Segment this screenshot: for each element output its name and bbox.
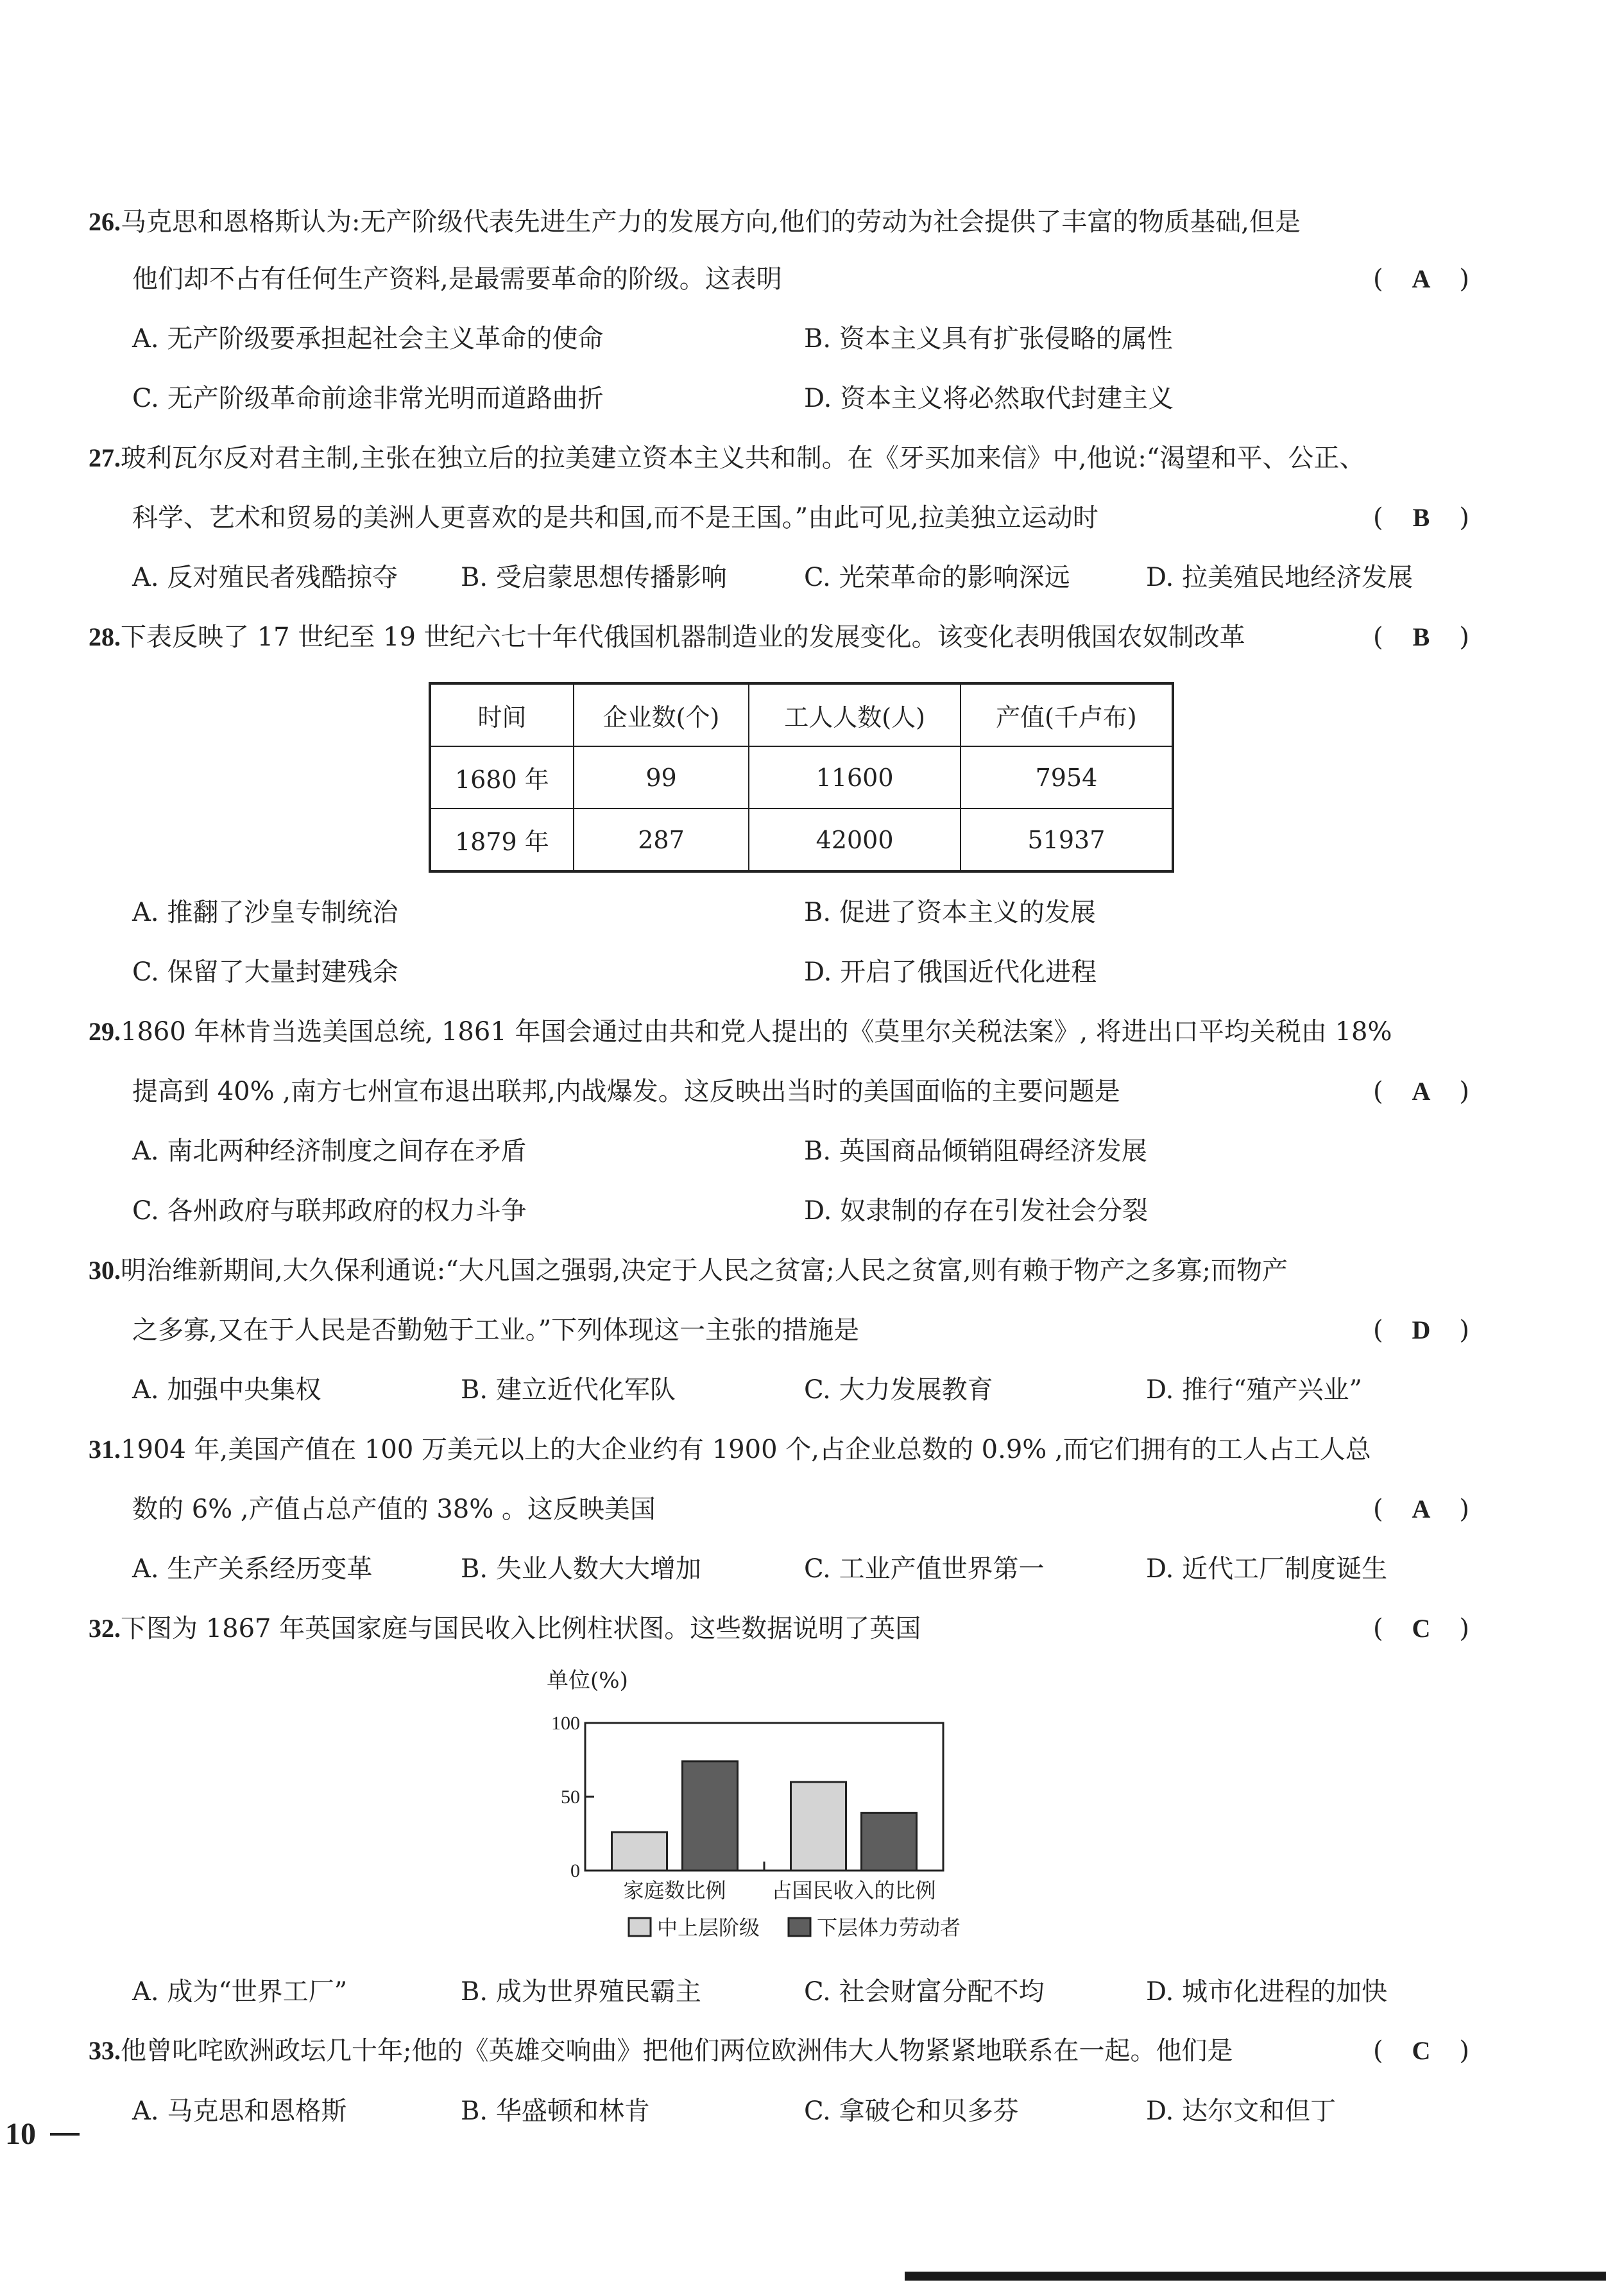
q28-option-c: C. 保留了大量封建残余 bbox=[132, 957, 398, 987]
table-cell: 51937 bbox=[961, 809, 1173, 871]
q27-option-d: D. 拉美殖民地经济发展 bbox=[1146, 563, 1414, 592]
q26-option-c: C. 无产阶级革命前途非常光明而道路曲折 bbox=[132, 384, 604, 413]
q33-option-a: A. 马克思和恩格斯 bbox=[132, 2096, 347, 2126]
table-cell: 1879 年 bbox=[430, 809, 574, 871]
q27-text-2: 科学、艺术和贸易的美洲人更喜欢的是共和国,而不是王国。”由此可见,拉美独立运动时 bbox=[132, 503, 1098, 533]
q29-option-c: C. 各州政府与联邦政府的权力斗争 bbox=[132, 1196, 527, 1226]
q31-number: 31. bbox=[89, 1435, 121, 1464]
table-cell: 7954 bbox=[961, 746, 1173, 809]
q28-option-a: A. 推翻了沙皇专制统治 bbox=[132, 898, 398, 927]
table-cell: 99 bbox=[574, 746, 749, 809]
q32-line1 bbox=[89, 1611, 921, 1647]
q26-option-a: A. 无产阶级要承担起社会主义革命的使命 bbox=[132, 324, 604, 354]
q31-option-b: B. 失业人数大大增加 bbox=[461, 1554, 701, 1584]
table-row bbox=[430, 809, 1173, 871]
q31-text-2: 数的 6% ,产值占总产值的 38% 。这反映美国 bbox=[132, 1495, 656, 1524]
q26-line1 bbox=[89, 204, 1301, 240]
q26-answer-letter: A bbox=[1412, 264, 1431, 293]
scan-edge-bar bbox=[905, 2272, 1606, 2281]
q26-number: 26. bbox=[89, 207, 121, 236]
table-cell: 1680 年 bbox=[430, 746, 574, 809]
q27-option-b: B. 受启蒙思想传播影响 bbox=[461, 563, 727, 592]
q31-text-1: 1904 年,美国产值在 100 万美元以上的大企业约有 1900 个,占企业总数的 0.9% ,而它们拥有的工人占工人总 bbox=[121, 1435, 1371, 1464]
q31-option-d: D. 近代工厂制度诞生 bbox=[1146, 1554, 1388, 1584]
q28-text-1: 下表反映了 17 世纪至 19 世纪六七十年代俄国机器制造业的发展变化。该变化表明俄国农奴制改革 bbox=[121, 622, 1245, 652]
q29-text-1: 1860 年林肯当选美国总统, 1861 年国会通过由共和党人提出的《莫里尔关税法案》, 将进出口平均关税由 18% bbox=[121, 1017, 1392, 1047]
chart-unit-label: 单位(%) bbox=[547, 1668, 628, 1693]
legend-swatch bbox=[789, 1918, 810, 1936]
q28-answer-letter: B bbox=[1412, 622, 1430, 651]
page-number: 10 bbox=[5, 2117, 36, 2151]
q30-answer: ( D ) bbox=[1373, 1312, 1469, 1348]
table-header-row bbox=[430, 683, 1173, 746]
q33-option-c: C. 拿破仑和贝多芬 bbox=[804, 2096, 1019, 2126]
q31-option-c: C. 工业产值世界第一 bbox=[804, 1554, 1045, 1584]
q27-line1 bbox=[89, 440, 1365, 476]
q27-option-c: C. 光荣革命的影响深远 bbox=[804, 563, 1070, 592]
q29-option-a: A. 南北两种经济制度之间存在矛盾 bbox=[132, 1136, 527, 1166]
q32-option-c: C. 社会财富分配不均 bbox=[804, 1977, 1045, 2007]
q30-text-1: 明治维新期间,大久保利通说:“大凡国之强弱,决定于人民之贫富;人民之贫富,则有赖于物产之多寡;而物产 bbox=[121, 1256, 1288, 1285]
q30-option-d: D. 推行“殖产兴业” bbox=[1146, 1375, 1362, 1405]
q27-text-1: 玻利瓦尔反对君主制,主张在独立后的拉美建立资本主义共和制。在《牙买加来信》中,他说:“渴望和平、公正、 bbox=[121, 443, 1365, 473]
q31-answer: ( A ) bbox=[1373, 1491, 1469, 1527]
q33-number: 33. bbox=[89, 2036, 121, 2065]
q29-number: 29. bbox=[89, 1017, 121, 1046]
table-header-cell: 企业数(个) bbox=[574, 683, 749, 746]
q30-text-2: 之多寡,又在于人民是否勤勉于工业。”下列体现这一主张的措施是 bbox=[132, 1315, 860, 1345]
q27-answer: ( B ) bbox=[1373, 500, 1469, 536]
q31-line2 bbox=[132, 1491, 656, 1527]
q31-answer-letter: A bbox=[1412, 1495, 1431, 1523]
q26-option-d: D. 资本主义将必然取代封建主义 bbox=[804, 384, 1174, 413]
q30-answer-letter: D bbox=[1412, 1315, 1431, 1344]
x-category-label: 家庭数比例 bbox=[623, 1878, 726, 1903]
table-row bbox=[430, 746, 1173, 809]
legend-label: 中上层阶级 bbox=[657, 1915, 760, 1940]
q28-option-b: B. 促进了资本主义的发展 bbox=[804, 898, 1096, 927]
q27-option-a: A. 反对殖民者残酷掠夺 bbox=[132, 563, 398, 592]
q31-line1 bbox=[89, 1432, 1371, 1468]
q26-text-1: 马克思和恩格斯认为:无产阶级代表先进生产力的发展方向,他们的劳动为社会提供了丰富的物质基础,但是 bbox=[121, 207, 1301, 237]
q30-line1 bbox=[89, 1253, 1288, 1289]
q28-answer: ( B ) bbox=[1373, 619, 1469, 655]
q27-line2 bbox=[132, 500, 1098, 536]
q33-answer: ( C ) bbox=[1373, 2033, 1469, 2069]
q33-option-b: B. 华盛顿和林肯 bbox=[461, 2096, 650, 2126]
table-cell: 287 bbox=[574, 809, 749, 871]
q32-option-d: D. 城市化进程的加快 bbox=[1146, 1977, 1388, 2007]
q30-line2 bbox=[132, 1312, 859, 1348]
q29-line1 bbox=[89, 1014, 1392, 1050]
x-axis-labels bbox=[623, 1878, 935, 1903]
legend-label: 下层体力劳动者 bbox=[817, 1915, 961, 1940]
q29-text-2: 提高到 40% ,南方七州宣布退出联邦,内战爆发。这反映出当时的美国面临的主要问题是 bbox=[132, 1077, 1120, 1106]
q29-line2 bbox=[132, 1074, 1120, 1109]
legend-swatch bbox=[629, 1918, 651, 1936]
q33-text-1: 他曾叱咤欧洲政坛几十年;他的《英雄交响曲》把他们两位欧洲伟大人物紧紧地联系在一起。他们是 bbox=[121, 2036, 1233, 2066]
q29-option-d: D. 奴隶制的存在引发社会分裂 bbox=[804, 1196, 1149, 1226]
q27-number: 27. bbox=[89, 443, 121, 472]
q29-option-b: B. 英国商品倾销阻碍经济发展 bbox=[804, 1136, 1147, 1166]
q30-option-b: B. 建立近代化军队 bbox=[461, 1375, 676, 1405]
table-header-cell: 工人人数(人) bbox=[749, 683, 961, 746]
table-cell: 11600 bbox=[749, 746, 961, 809]
q28-line1 bbox=[89, 619, 1245, 655]
q28-option-d: D. 开启了俄国近代化进程 bbox=[804, 957, 1097, 987]
page-number-dash bbox=[50, 2133, 80, 2136]
q30-option-c: C. 大力发展教育 bbox=[804, 1375, 993, 1405]
q32-answer: ( C ) bbox=[1373, 1611, 1469, 1647]
q28-number: 28. bbox=[89, 622, 121, 651]
bar-upper-middle-class bbox=[612, 1832, 667, 1871]
y-axis-ticks bbox=[551, 1713, 594, 1881]
q29-answer-letter: A bbox=[1412, 1077, 1431, 1106]
q33-line1 bbox=[89, 2033, 1233, 2069]
q33-option-d: D. 达尔文和但丁 bbox=[1146, 2096, 1337, 2126]
q32-text-1: 下图为 1867 年英国家庭与国民收入比例柱状图。这些数据说明了英国 bbox=[121, 1614, 921, 1643]
y-tick-label: 100 bbox=[551, 1713, 580, 1734]
q33-answer-letter: C bbox=[1412, 2036, 1431, 2065]
q26-option-b: B. 资本主义具有扩张侵略的属性 bbox=[804, 324, 1173, 354]
q27-answer-letter: B bbox=[1412, 503, 1430, 532]
q32-answer-letter: C bbox=[1412, 1614, 1431, 1643]
table-cell: 42000 bbox=[749, 809, 961, 871]
q32-option-b: B. 成为世界殖民霸主 bbox=[461, 1977, 701, 2007]
q32-number: 32. bbox=[89, 1614, 121, 1643]
bar-upper-middle-class bbox=[791, 1782, 846, 1871]
chart-legend bbox=[629, 1915, 961, 1940]
q26-line2 bbox=[132, 261, 782, 297]
x-category-label: 占国民收入的比例 bbox=[771, 1878, 936, 1903]
bar-lower-manual-workers bbox=[683, 1761, 738, 1871]
table-header-cell: 时间 bbox=[430, 683, 574, 746]
q30-option-a: A. 加强中央集权 bbox=[132, 1375, 321, 1405]
q29-answer: ( A ) bbox=[1373, 1074, 1469, 1109]
factory-data-table bbox=[429, 682, 1174, 873]
bar-lower-manual-workers bbox=[862, 1813, 917, 1871]
q26-answer: ( A ) bbox=[1373, 261, 1469, 297]
income-bar-chart bbox=[526, 1662, 1104, 1957]
q32-option-a: A. 成为“世界工厂” bbox=[132, 1977, 348, 2007]
q26-text-2: 他们却不占有任何生产资料,是最需要革命的阶级。这表明 bbox=[132, 264, 782, 294]
q30-number: 30. bbox=[89, 1256, 121, 1285]
y-tick-label: 0 bbox=[570, 1860, 580, 1881]
bar-series bbox=[612, 1761, 917, 1871]
q31-option-a: A. 生产关系经历变革 bbox=[132, 1554, 373, 1584]
table-header-cell: 产值(千卢布) bbox=[961, 683, 1173, 746]
y-tick-label: 50 bbox=[561, 1786, 580, 1808]
